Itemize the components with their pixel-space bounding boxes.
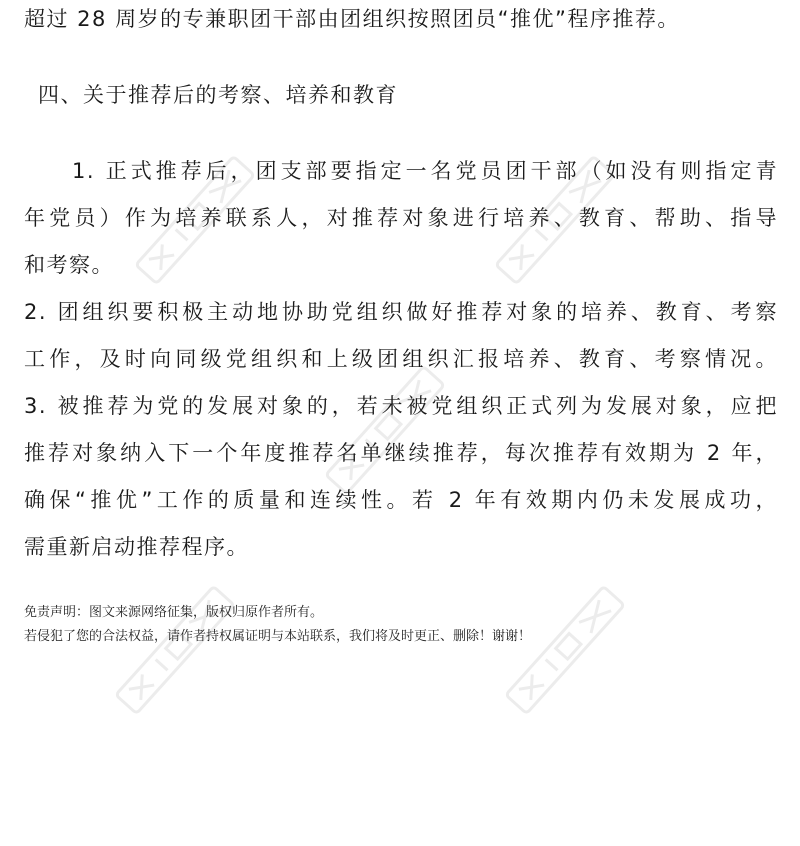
paragraph-line: 推荐对象纳入下一个年度推荐名单继续推荐，每次推荐有效期为 2 年， [24, 441, 778, 465]
paragraph-line: 1. 正式推荐后，团支部要指定一名党员团干部（如没有则指定青 [72, 159, 778, 183]
disclaimer-line: 免责声明：图文来源网络征集，版权归原作者所有。 [24, 605, 324, 620]
disclaimer-line: 若侵犯了您的合法权益，请作者持权属证明与本站联系，我们将及时更正、删除！谢谢！ [24, 629, 532, 644]
paragraph-line: 工作，及时向同级党组织和上级团组织汇报培养、教育、考察情况。 [24, 347, 778, 371]
paragraph-line: 和考察。 [24, 253, 114, 277]
paragraph-line: 年党员）作为培养联系人，对推荐对象进行培养、教育、帮助、指导 [24, 206, 778, 230]
section-heading: 四、关于推荐后的考察、培养和教育 [38, 83, 398, 107]
watermark-logo-icon [500, 581, 630, 719]
paragraph-line: 需重新启动推荐程序。 [24, 535, 249, 559]
paragraph-line: 3. 被推荐为党的发展对象的，若未被党组织正式列为发展对象，应把 [24, 394, 778, 418]
paragraph-line: 确保“推优”工作的质量和连续性。若 2 年有效期内仍未发展成功， [24, 488, 778, 512]
paragraph-line: 超过 28 周岁的专兼职团干部由团组织按照团员“推优”程序推荐。 [24, 7, 680, 31]
paragraph-line: 2. 团组织要积极主动地协助党组织做好推荐对象的培养、教育、考察 [24, 300, 778, 324]
watermark-logo-icon [320, 361, 450, 499]
watermark-logo-icon [110, 581, 240, 719]
